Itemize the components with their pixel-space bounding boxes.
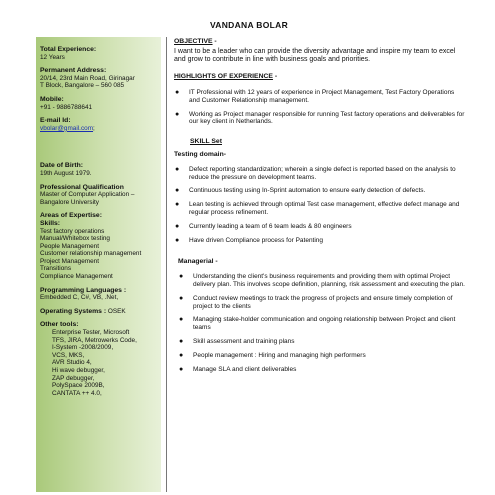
programming-block [40,287,157,302]
bullet-icon: ● [175,201,180,209]
mobile-block [40,96,157,111]
testing-list [174,166,466,245]
tools-label: Other tools: [40,321,79,329]
list-item: ● Understanding the client's business requirements and providing them with optimal Project delivery plan. This involves scope definition, planning, risk assessment and executing the plan. [179,273,465,288]
email-block [40,117,157,132]
email-label: E-mail Id: [40,117,71,125]
email-link[interactable]: vbolar@gmail.com [40,124,94,132]
tools-block [40,321,157,397]
list-item: ● Manage SLA and client deliverables [179,365,297,373]
bullet-icon: ● [175,222,180,230]
managerial-list [174,273,466,373]
skillset-heading: SKILL Set [190,138,222,146]
bullet-icon: ● [175,110,180,118]
os-label: Operating Systems : [40,307,107,315]
list-item: ● Defect reporting standardization; wherein a single defect is reported based on the analysis to reduce the pressure on development teams. [175,165,456,181]
os-block [40,308,157,316]
testing-heading: Testing domain- [174,150,226,158]
bullet-icon: ● [175,236,180,244]
objective-heading: OBJECTIVE [174,38,213,45]
objective-suffix: - [212,38,217,45]
address-block [40,67,157,90]
skill-item: Compliance Management [40,273,113,281]
bullet-icon: ● [179,316,184,324]
qualification-line: Master of Computer Application – [40,191,135,199]
qualification-line: Bangalore University [40,198,99,206]
skills-label: Skills: [40,219,61,227]
programming-value: Embedded C, C#, VB, .Net, [40,294,119,302]
experience-label: Total Experience: [40,46,97,53]
candidate-name: VANDANA BOLAR [209,20,289,30]
list-item: ● Have driven Compliance process for Patenting [175,236,324,244]
address-label: Permanent Address: [40,67,107,75]
address-line: T Block, Bangalore – 560 085 [40,82,125,90]
bullet-icon: ● [175,165,180,173]
bullet-icon: ● [179,294,184,302]
list-item: ● Continuous testing using In-Sprint automation to ensure early detection of defects. [175,187,426,195]
dob-label: Date of Birth: [40,162,84,170]
skill-item: Customer relationship management [40,250,142,258]
bullet-icon: ● [175,89,180,96]
main-content [174,38,466,379]
qualification-label: Professional Qualification [40,183,124,191]
dob-block [40,162,157,177]
list-item: ● Currently leading a team of 6 team leads & 80 engineers [175,222,352,230]
expertise-label: Areas of Expertise: [40,212,102,220]
programming-label: Programming Languages : [40,286,127,294]
mobile-label: Mobile: [40,95,64,103]
address-line: 20/14, 23rd Main Road, Girinagar [40,74,135,82]
list-item: ● Skill assessment and training plans [179,337,295,345]
skill-item: Manual/Whitebox testing [40,235,110,243]
managerial-heading: Managerial - [178,258,218,266]
tool-item: I-System -2008/2009, [52,344,114,352]
list-item: ● People management : Hiring and managing high performers [179,351,366,359]
column-divider [166,37,167,492]
list-item: ● Lean testing is achieved through optimal Test case management, effective defect manage and regular process refinement. [175,201,460,216]
tool-item: AVR Studio 4, [52,359,92,367]
skill-item: Test factory operations [40,227,105,235]
mobile-value: +91 - 9886788641 [40,103,93,111]
list-item: ● Working as Project manager responsible for running Test factory operations and deliverables for our key client in Netherlands. [175,110,465,126]
experience-value: 12 Years [40,53,65,61]
tool-item: TFS, JIRA, Metrowerks Code, [52,336,137,344]
os-value: OSEK [107,307,126,315]
highlights-suffix: - [272,73,278,81]
resume-page [34,20,464,485]
highlights-heading: HIGHLIGHTS OF EXPERIENCE [174,73,273,81]
tool-item: PolySpace 2009B, [52,382,105,390]
list-item: ● Conduct review meetings to track the progress of projects and ensure timely completion of project to the clients [179,294,453,310]
list-item: ● Managing stake-holder communication and ongoing relationship between Project and client teams [179,316,456,332]
email-suffix: ; [93,124,95,132]
tool-item: VCS, MKS, [52,351,85,359]
experience-block [40,46,157,61]
objective-text: I want to be a leader who can provide the diversity advantage and inspire my team to excel and grow to contribute in line with business goals and priorities. [174,47,456,63]
bullet-icon: ● [179,337,184,345]
skill-item: Project Management [40,257,99,265]
tool-item: CANTATA ++ 4.0, [52,389,102,397]
highlights-list [174,89,466,126]
expertise-block [40,212,157,280]
tool-item: Enterprise Tester, Microsoft [52,329,130,337]
list-item: ● IT Professional with 12 years of experience in Project Management, Test Factory Operations and Customer Relationship management. [175,89,455,104]
skill-item: People Management [40,242,99,250]
qualification-block [40,184,157,207]
tool-item: Hi wave debugger, [52,367,105,374]
bullet-icon: ● [179,365,184,373]
skill-item: Transitions [40,265,72,273]
bullet-icon: ● [179,351,184,359]
bullet-icon: ● [175,187,180,195]
bullet-icon: ● [179,273,184,281]
dob-value: 19th August 1979. [40,169,92,177]
tool-item: ZAP debugger, [52,374,95,382]
sidebar [36,37,161,492]
